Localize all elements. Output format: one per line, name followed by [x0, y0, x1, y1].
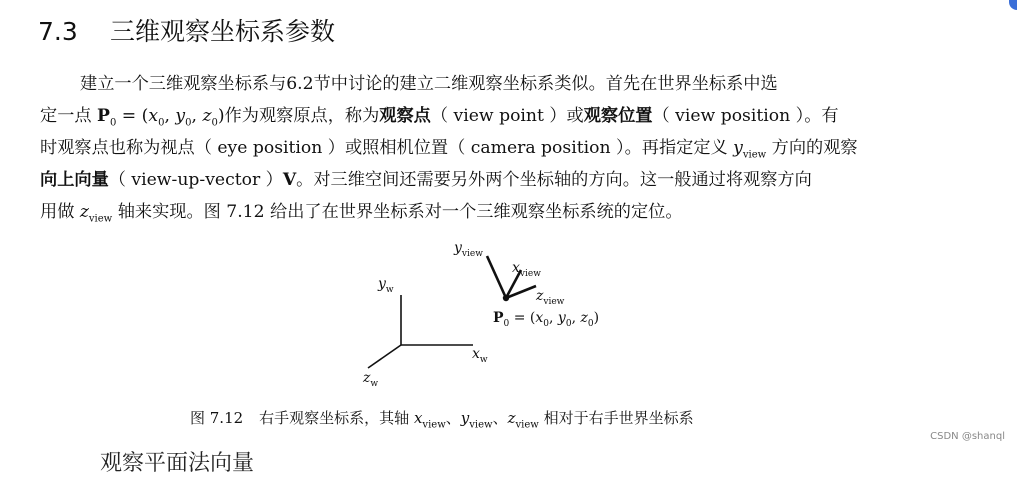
- world-z-axis: [368, 345, 401, 368]
- label-yview: $y_{view}$: [454, 240, 483, 260]
- figure-caption: 图 7.12 右手观察坐标系，其轴 $x_{view}$、$y_{view}$、$z_{view}$ 相对于右手世界坐标系: [190, 409, 694, 431]
- csdn-watermark: CSDN @shanql: [930, 431, 1005, 442]
- label-p0-origin: $P_0 = (x_0$, $y_0$, $z_0$): [493, 310, 600, 330]
- term-view-position: 观察位置: [583, 106, 653, 126]
- paragraph-line-2: 定一点 $P_0 = (x_0$, $y_0$, $z_0$)作为观察原点，称为观察点（ view point ）或观察位置（ view position ）。有: [40, 106, 839, 129]
- paragraph-line-1: 建立一个三维观察坐标系与6.2节中讨论的建立二维观察坐标系类似。首先在世界坐标系中选: [80, 74, 778, 94]
- next-heading-clipped: 观察平面法向量: [100, 451, 255, 476]
- view-origin-point: [503, 295, 509, 301]
- label-zw: $z_w$: [363, 370, 379, 390]
- label-xw: $x_w$: [472, 346, 488, 366]
- paragraph-line-5: 用做 $z_{view}$ 轴来实现。图 7.12 给出了在世界坐标系对一个三维观察坐标系统的定位。: [40, 202, 683, 225]
- p0-symbol: P: [97, 106, 110, 126]
- section-heading: [38, 12, 335, 48]
- section-number: 7.3: [38, 17, 78, 46]
- term-view-point: 观察点: [379, 106, 431, 126]
- window-edge-marker: [1009, 0, 1017, 10]
- label-yw: $y_w$: [378, 276, 394, 296]
- term-view-up-vector: 向上向量: [40, 170, 109, 190]
- figure-number: 图 7.12: [190, 409, 244, 427]
- figure-7-12-diagram: [350, 232, 640, 397]
- section-title-text: 三维观察坐标系参数: [110, 17, 336, 46]
- body-paragraph: [40, 68, 920, 228]
- label-zview: $z_{view}$: [536, 288, 565, 308]
- label-xview: $x_{view}$: [512, 260, 541, 280]
- paragraph-line-3: 时观察点也称为视点（ eye position ）或照相机位置（ camera position ）。再指定定义 $y_{view}$ 方向的观察: [40, 138, 858, 161]
- view-y-axis: [487, 256, 506, 298]
- paragraph-line-4: 向上向量（ view-up-vector ）V。对三维空间还需要另外两个坐标轴的方向。这一般通过将观察方向: [40, 170, 812, 190]
